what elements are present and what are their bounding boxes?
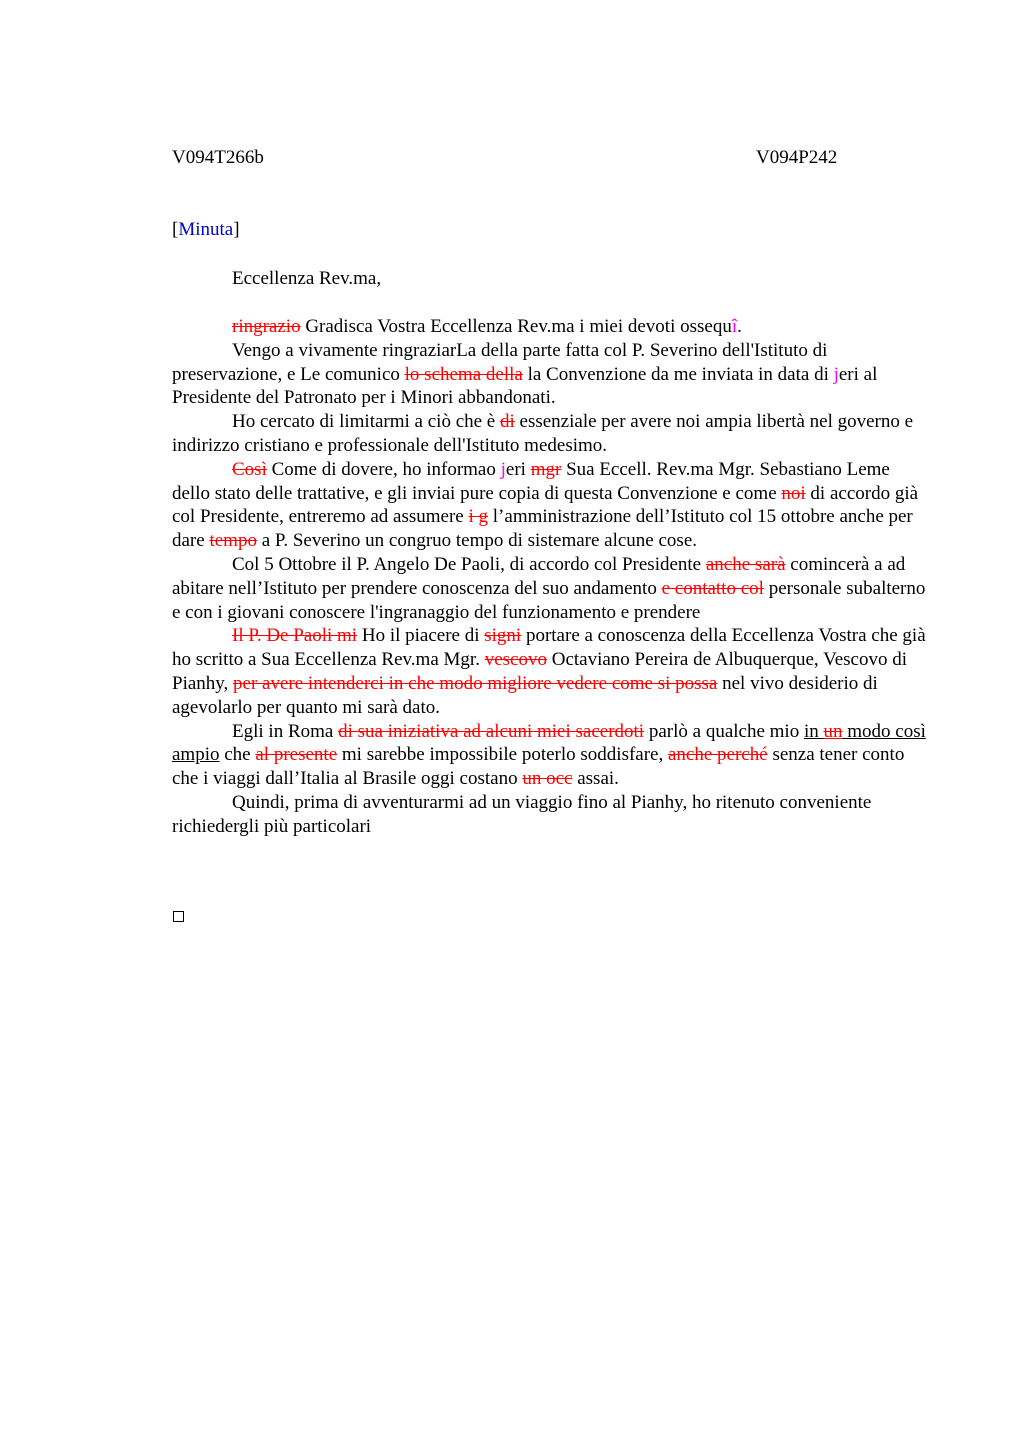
deleted-text: Il P. De Paoli mi bbox=[232, 625, 358, 647]
paragraph-2 bbox=[172, 339, 932, 410]
underlined-text: modo così ampio bbox=[172, 720, 926, 766]
paragraph-text: . bbox=[737, 316, 742, 337]
paragraph-text: assai. bbox=[572, 768, 619, 790]
inserted-text: j bbox=[500, 458, 506, 480]
paragraph-text: la Convenzione da me inviata in data di bbox=[522, 363, 834, 385]
paragraph-text: Sua Eccell. Rev.ma Mgr. Sebastiano Leme dello stato delle trattative, e gli inviai pure copia di questa Convenzione e come bbox=[172, 458, 890, 504]
inserted-text: î bbox=[731, 316, 738, 337]
paragraph-text: essenziale per avere noi ampia libertà nel governo e indirizzo cristiano e professionale dell'Istituto medesimo. bbox=[172, 411, 914, 456]
deleted-text: mgr bbox=[530, 458, 562, 480]
deleted-text: signi bbox=[484, 625, 522, 647]
paragraph-text: Gradisca Vostra Eccellenza Rev.ma i miei devoti ossequ bbox=[300, 316, 732, 337]
paragraph-text: a P. Severino un congruo tempo di sistemare alcune cose. bbox=[256, 530, 698, 552]
paragraph-text: Octaviano Pereira de Albuquerque, Vescovo di Pianhy, bbox=[172, 649, 907, 694]
paragraph-8 bbox=[172, 791, 932, 839]
deleted-text: e contatto col bbox=[661, 577, 764, 599]
label-open-bracket: [ bbox=[172, 219, 179, 240]
paragraph-text: mi sarebbe impossibile poterlo soddisfare, bbox=[337, 744, 668, 766]
deleted-text: di sua iniziativa ad alcuni miei sacerdoti bbox=[338, 720, 645, 742]
deleted-text: ringrazio bbox=[232, 316, 301, 337]
letter-body bbox=[172, 315, 932, 839]
deleted-text: tempo bbox=[209, 530, 257, 552]
paragraph-text: Ho cercato di limitarmi a ciò che è bbox=[232, 411, 500, 433]
deleted-text: Così bbox=[232, 458, 267, 480]
deleted-text: anche perché bbox=[668, 744, 768, 766]
paragraph-text: comincerà a ad abitare nell’Istituto per prendere conoscenza del suo andamento bbox=[172, 553, 906, 599]
deleted-text: noi bbox=[781, 482, 806, 504]
paragraph-text: Vengo a vivamente ringraziarLa della parte fatta col P. Severino dell'Istituto di preservazione, e Le comunico bbox=[172, 339, 828, 385]
paragraph-text: senza tener conto che i viaggi dall’Italia al Brasile oggi costano bbox=[172, 744, 905, 790]
deleted-text: per avere intenderci in che modo migliore vedere come si possa bbox=[233, 672, 718, 694]
paragraph-text: Quindi, prima di avventurarmi ad un viaggio fino al Pianhy, ho ritenuto conveniente richiedergli più particolari bbox=[172, 791, 872, 837]
paragraph-3 bbox=[172, 410, 932, 458]
deleted-text: al presente bbox=[255, 744, 338, 766]
label-text: Minuta bbox=[178, 219, 234, 240]
deleted-text: i g bbox=[468, 506, 489, 528]
header-left-code: V094T266b bbox=[172, 147, 264, 168]
paragraph-text: Col 5 Ottobre il P. Angelo De Paoli, di accordo col Presidente bbox=[232, 553, 706, 575]
minuta-label bbox=[172, 218, 240, 242]
paragraph-4 bbox=[172, 458, 932, 553]
paragraph-5 bbox=[172, 553, 932, 624]
underlined-text: in bbox=[803, 720, 824, 742]
paragraph-text: personale subalterno e con i giovani conoscere l'ingranaggio del funzionamento e prendere bbox=[172, 577, 926, 623]
paragraph-text: parlò a qualche mio bbox=[644, 720, 804, 742]
salutation: Eccellenza Rev.ma, bbox=[232, 268, 382, 289]
paragraph-text: di accordo già col Presidente, entreremo ad assumere bbox=[172, 482, 919, 528]
header-right-code: V094P242 bbox=[756, 147, 838, 168]
deleted-underlined-text: un bbox=[823, 720, 843, 742]
paragraph-text: portare a conoscenza della Eccellenza Vostra che già ho scritto a Sua Eccellenza Rev.ma Mgr. bbox=[172, 625, 926, 671]
paragraph-text: eri al Presidente del Patronato per i Minori abbandonati. bbox=[172, 363, 878, 409]
paragraph-text: nel vivo desiderio di agevolarlo per quanto mi sarà dato. bbox=[172, 672, 878, 718]
deleted-text: lo schema della bbox=[404, 363, 523, 385]
paragraph-text: che bbox=[219, 744, 256, 766]
paragraph-7 bbox=[172, 720, 932, 791]
paragraph-6 bbox=[172, 624, 932, 719]
deleted-text: anche sarà bbox=[705, 553, 786, 575]
checkbox-square-icon bbox=[173, 911, 184, 922]
paragraph-1 bbox=[172, 315, 932, 339]
label-close-bracket: ] bbox=[233, 219, 240, 240]
paragraph-text: Ho il piacere di bbox=[357, 625, 485, 647]
paragraph-text: l’amministrazione dell’Istituto col 15 ottobre anche per dare bbox=[172, 506, 913, 552]
paragraph-text: Come di dovere, ho informao bbox=[266, 458, 501, 480]
inserted-text: j bbox=[833, 363, 839, 385]
deleted-text: un occ bbox=[522, 768, 573, 790]
paragraph-text: Egli in Roma bbox=[232, 720, 339, 742]
deleted-text: vescovo bbox=[484, 649, 547, 671]
paragraph-text: eri bbox=[505, 458, 531, 480]
deleted-text: di bbox=[500, 411, 515, 433]
